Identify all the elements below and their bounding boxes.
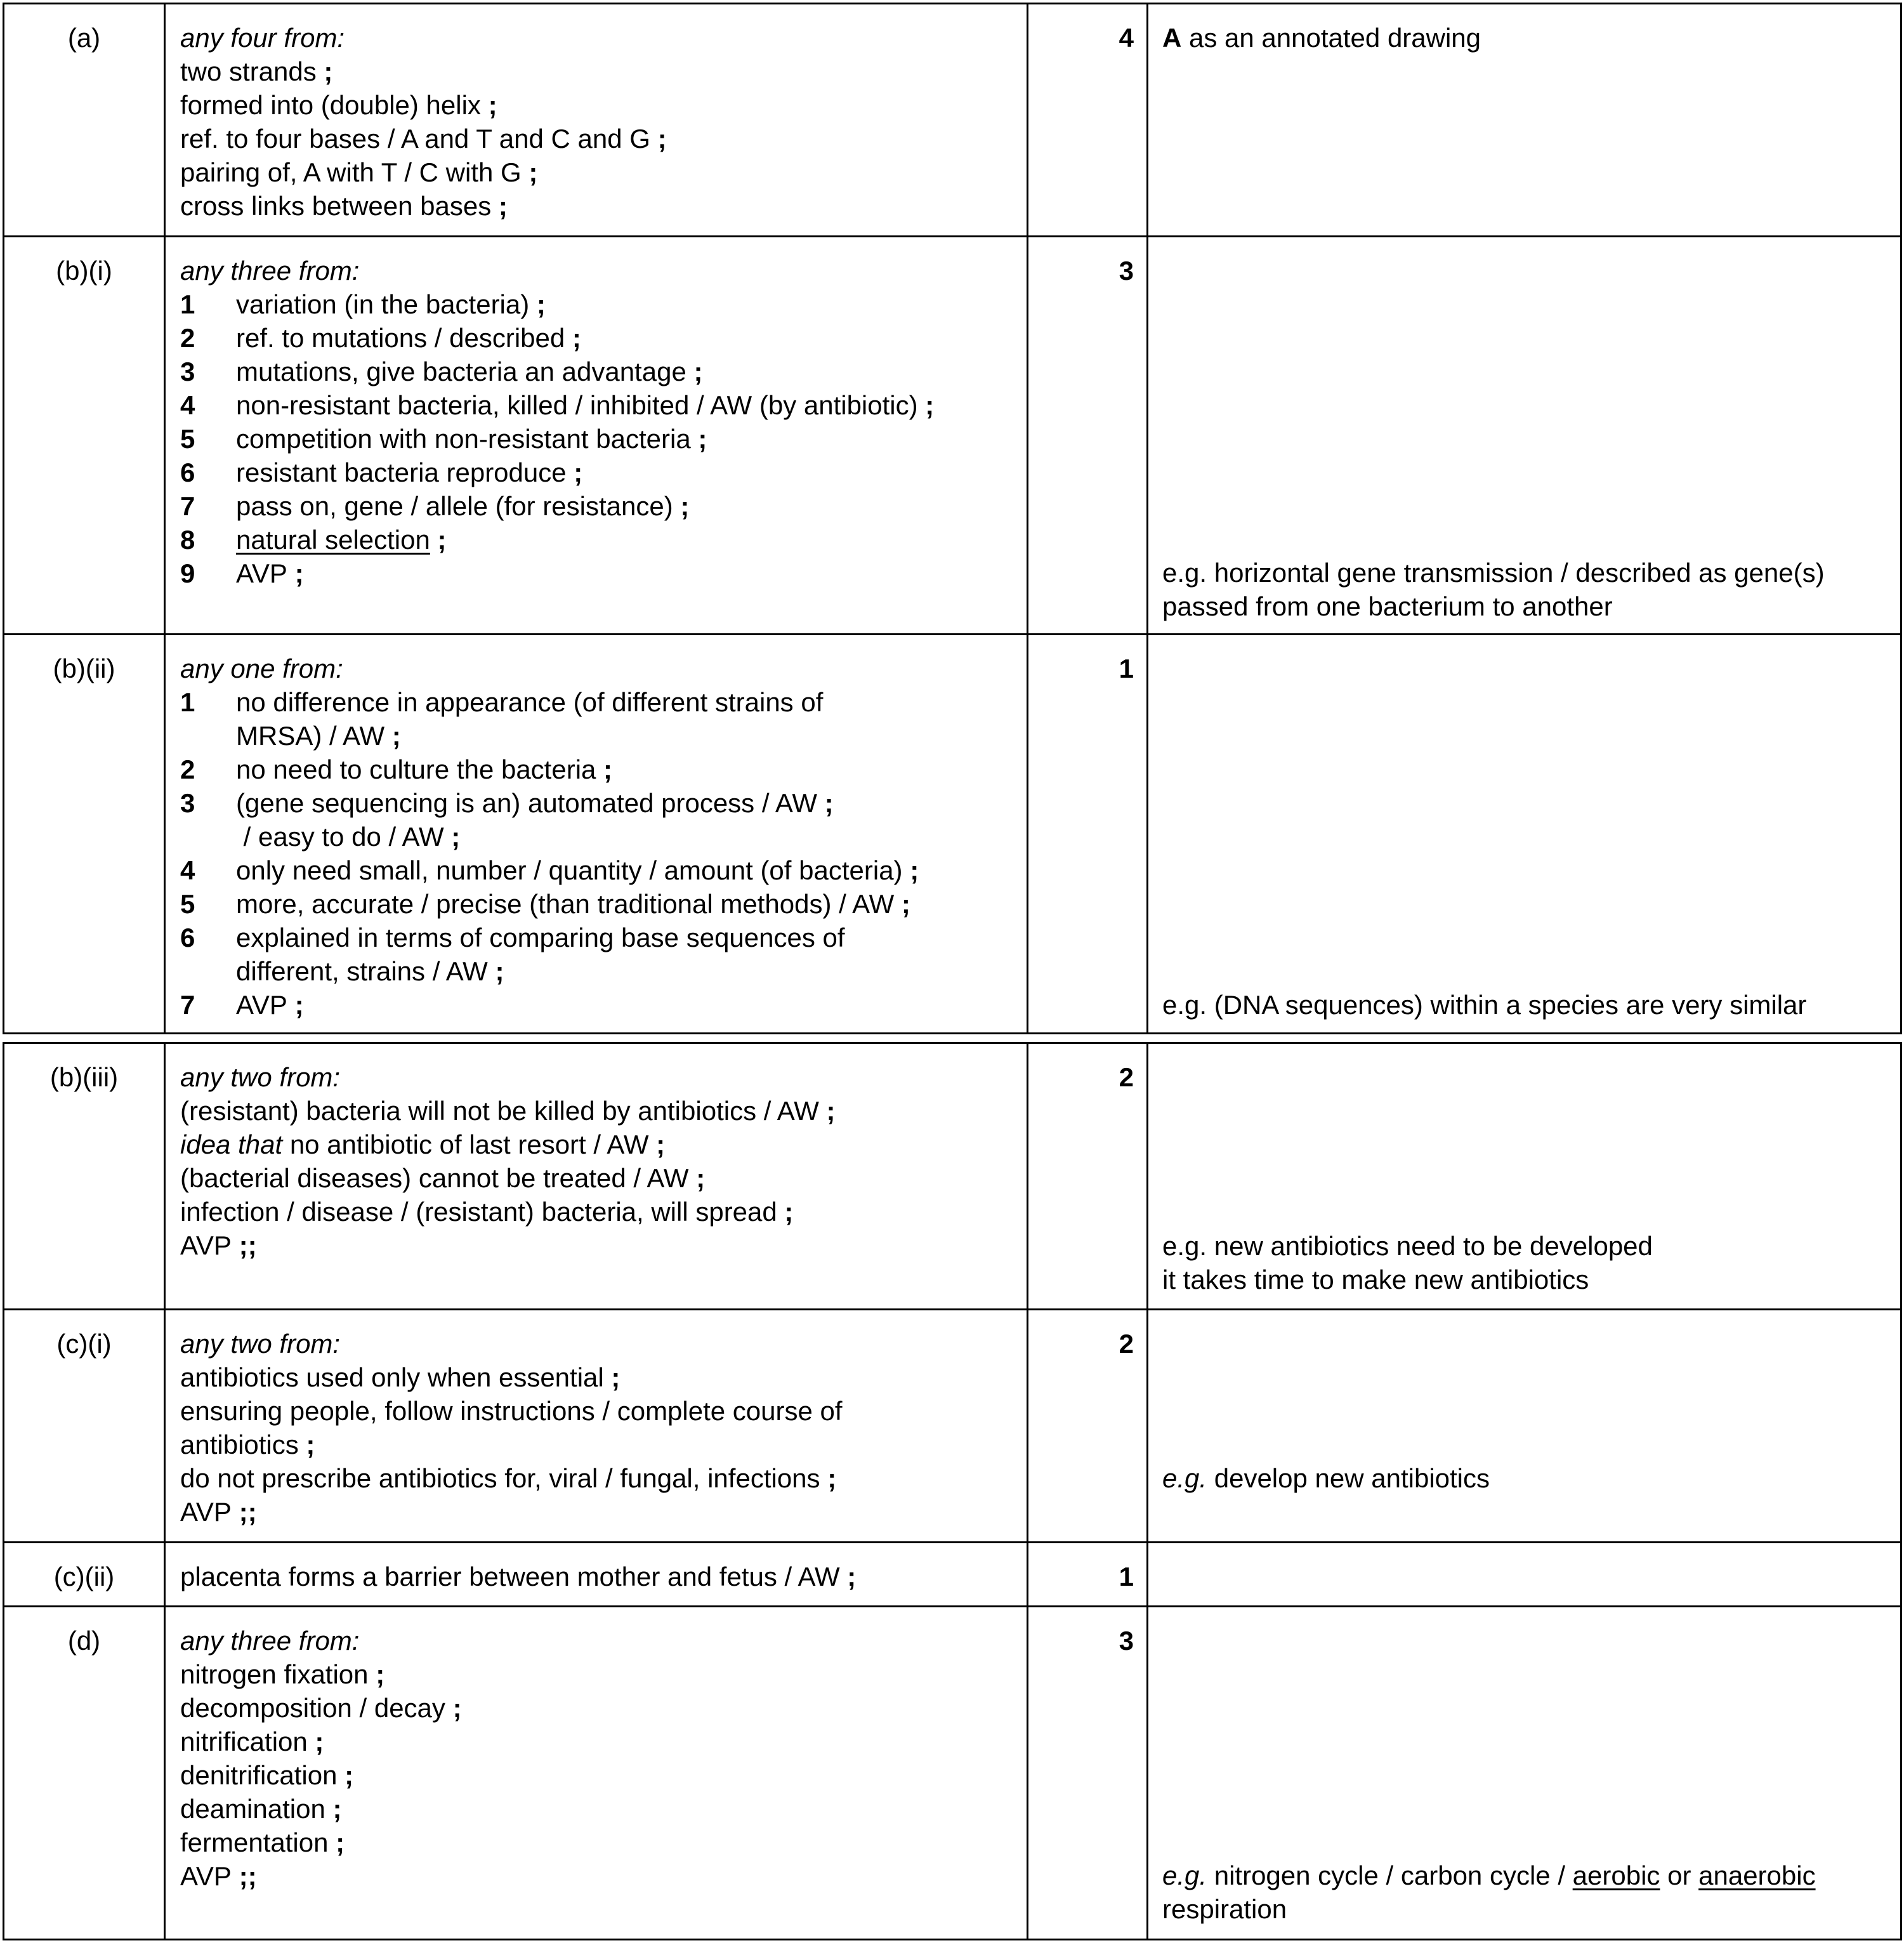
answer-cell: any two from: antibiotics used only when essential ; ensuring people, follow instructions / complete course of antibiotics ; do not prescribe antibiotics for, viral / fungal, infections ; AVP ;; [166, 1310, 1028, 1541]
marks-value: 1 [1119, 1562, 1134, 1591]
answer-cell: any two from: (resistant) bacteria will not be killed by antibiotics / AW ; idea that no antibiotic of last resort / AW ; (bacterial diseases) cannot be treated / AW ; infection / disease / (resistant) bacteria, will spread ; AVP ;; [166, 1044, 1028, 1308]
row-b-i [3, 235, 1902, 635]
answer-line: placenta forms a barrier between mother and fetus / AW [180, 1562, 840, 1591]
answer-line: decomposition / decay [180, 1693, 445, 1723]
answer-item: 1 variation (in the bacteria) ; [180, 289, 546, 319]
guidance-cell [1148, 4, 1900, 235]
guidance-cell [1148, 635, 1900, 1032]
answer-cell [166, 635, 1028, 1032]
guidance-cell [1148, 1044, 1900, 1308]
guidance-cell [1148, 1607, 1900, 1939]
guidance-line: e.g. new antibiotics need to be developed [1162, 1231, 1653, 1261]
answer-line: nitrification [180, 1727, 308, 1756]
question-ref: (a) [67, 23, 101, 53]
answer-line: antibiotics [180, 1430, 299, 1459]
question-ref: (c)(ii) [53, 1562, 115, 1591]
answer-line: ref. to four bases / A and T and C and G [180, 124, 650, 154]
question-cell [4, 1044, 166, 1308]
answer-item: 6 explained in terms of comparing base sequences of [180, 923, 845, 952]
answer-intro: any two from: [180, 1329, 341, 1359]
question-cell [4, 237, 166, 633]
marks-cell [1028, 1310, 1148, 1541]
question-cell [4, 635, 166, 1032]
guidance-line: it takes time to make new antibiotics [1162, 1265, 1589, 1294]
question-ref: (b)(i) [56, 256, 112, 286]
marks-value: 4 [1119, 23, 1134, 53]
marks-cell [1028, 1543, 1148, 1605]
guidance-line: A as an annotated drawing [1162, 23, 1481, 53]
answer-item: 8 natural selection ; [180, 525, 447, 555]
answer-line: cross links between bases [180, 191, 492, 221]
answer-item: MRSA) / AW ; [236, 721, 401, 751]
answer-line: infection / disease / (resistant) bacteria, will spread [180, 1197, 777, 1227]
answer-line: two strands [180, 56, 317, 86]
answer-item: 7 pass on, gene / allele (for resistance) ; [180, 491, 690, 521]
marks-cell [1028, 1044, 1148, 1308]
answer-line: denitrification [180, 1760, 338, 1790]
answer-line: AVP [180, 1230, 232, 1260]
answer-cell: any four from: two strands ; formed into (double) helix ; ref. to four bases / A and T and C and G ; pairing of, A with T / C with G ; cross links between bases ; [166, 4, 1028, 235]
answer-cell: placenta forms a barrier between mother and fetus / AW ; [166, 1543, 1028, 1605]
marks-cell [1028, 1607, 1148, 1939]
marks-value: 2 [1119, 1329, 1134, 1359]
guidance-line: respiration [1162, 1894, 1287, 1924]
guidance-line: e.g. (DNA sequences) within a species are very similar [1162, 990, 1807, 1020]
answer-item: 2 no need to culture the bacteria ; [180, 754, 613, 784]
answer-item: 4 only need small, number / quantity / amount (of bacteria) ; [180, 855, 919, 885]
answer-line: AVP [180, 1861, 232, 1891]
question-cell [4, 1310, 166, 1541]
answer-item: 6 resistant bacteria reproduce ; [180, 458, 583, 487]
answer-item: 7 AVP ; [180, 990, 304, 1020]
answer-item: different, strains / AW ; [236, 956, 504, 986]
answer-intro: any two from: [180, 1062, 341, 1092]
answer-line: do not prescribe antibiotics for, viral / fungal, infections [180, 1463, 820, 1493]
answer-item: / easy to do / AW ; [236, 822, 461, 852]
answer-line: deamination [180, 1794, 325, 1824]
guidance-line: passed from one bacterium to another [1162, 591, 1613, 621]
question-ref: (d) [67, 1626, 101, 1656]
question-cell [4, 4, 166, 235]
row-c-ii [3, 1541, 1902, 1607]
marks-cell [1028, 237, 1148, 633]
marks-value: 3 [1119, 256, 1134, 286]
answer-intro: any one from: [180, 654, 343, 683]
answer-item: 5 more, accurate / precise (than traditional methods) / AW ; [180, 889, 910, 919]
answer-line: formed into (double) helix [180, 90, 481, 120]
answer-intro: any four from: [180, 23, 345, 53]
answer-line: antibiotics used only when essential [180, 1362, 604, 1392]
answer-intro: any three from: [180, 256, 360, 286]
row-d [3, 1605, 1902, 1940]
row-a [3, 3, 1902, 237]
answer-line: no antibiotic of last resort / AW [289, 1130, 649, 1159]
guidance-line: e.g. nitrogen cycle / carbon cycle / aerobic or anaerobic [1162, 1861, 1816, 1890]
question-cell [4, 1607, 166, 1939]
answer-line: nitrogen fixation [180, 1659, 369, 1689]
question-ref: (b)(ii) [53, 654, 115, 683]
row-c-i [3, 1308, 1902, 1543]
marks-value: 1 [1119, 654, 1134, 683]
answer-line: ensuring people, follow instructions / complete course of [180, 1396, 843, 1426]
answer-line: (resistant) bacteria will not be killed by antibiotics / AW [180, 1096, 819, 1126]
question-ref: (b)(iii) [49, 1062, 119, 1092]
answer-line: pairing of, A with T / C with G [180, 157, 522, 187]
answer-line: AVP [180, 1497, 232, 1527]
answer-cell: any three from: nitrogen fixation ; decomposition / decay ; nitrification ; denitrification ; deamination ; fermentation ; AVP ;; [166, 1607, 1028, 1939]
answer-item: 3 (gene sequencing is an) automated process / AW ; [180, 788, 834, 818]
row-b-ii [3, 633, 1902, 1034]
guidance-cell [1148, 237, 1900, 633]
answer-cell [166, 237, 1028, 633]
answer-item: 5 competition with non-resistant bacteria ; [180, 424, 707, 454]
answer-item: 3 mutations, give bacteria an advantage ; [180, 357, 703, 386]
answer-intro: any three from: [180, 1626, 360, 1656]
answer-line: fermentation [180, 1828, 329, 1857]
answer-item: 2 ref. to mutations / described ; [180, 323, 581, 353]
marks-value: 3 [1119, 1626, 1134, 1656]
marks-cell [1028, 4, 1148, 235]
answer-item: 4 non-resistant bacteria, killed / inhibited / AW (by antibiotic) ; [180, 390, 935, 420]
idea-prefix: idea that [180, 1130, 283, 1159]
answer-item: 9 AVP ; [180, 558, 304, 588]
question-cell [4, 1543, 166, 1605]
guidance-cell [1148, 1543, 1900, 1605]
guidance-line: e.g. develop new antibiotics [1162, 1463, 1490, 1493]
answer-line: (bacterial diseases) cannot be treated / AW [180, 1163, 689, 1193]
marks-cell [1028, 635, 1148, 1032]
answer-item: 1 no difference in appearance (of different strains of [180, 687, 824, 717]
marks-value: 2 [1119, 1062, 1134, 1092]
question-ref: (c)(i) [56, 1329, 112, 1359]
guidance-line: e.g. horizontal gene transmission / described as gene(s) [1162, 558, 1825, 588]
row-b-iii [3, 1042, 1902, 1310]
guidance-cell [1148, 1310, 1900, 1541]
